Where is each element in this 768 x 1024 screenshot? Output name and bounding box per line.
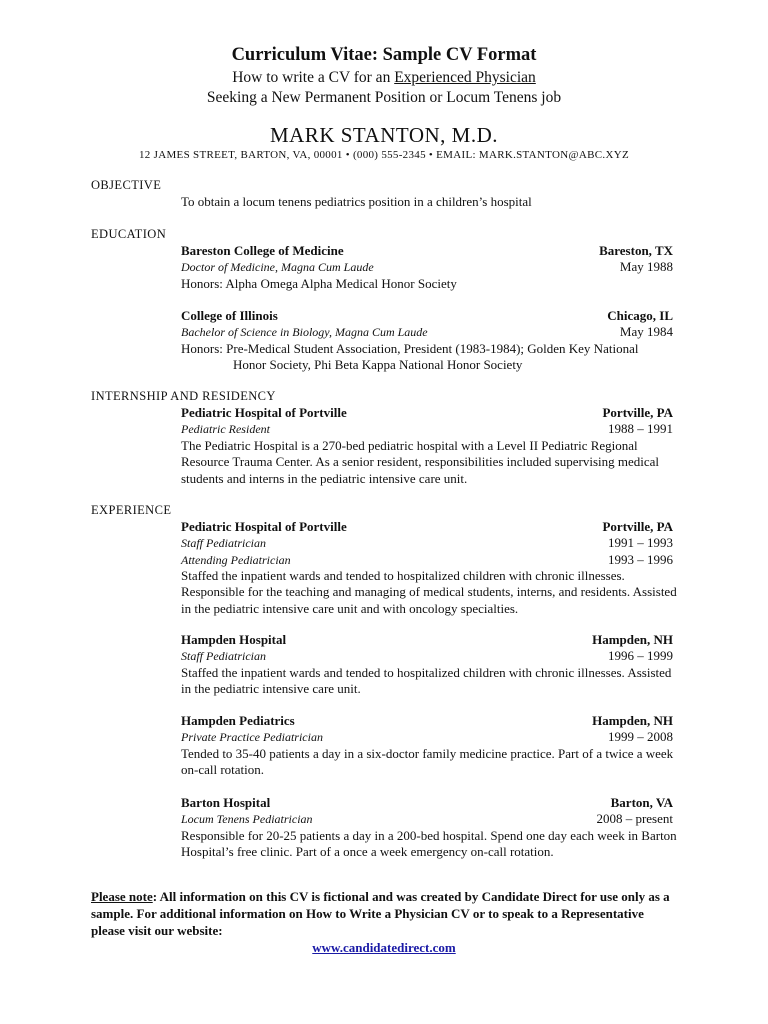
role-row [181,729,673,745]
employer-name: Barton Hospital [181,795,271,810]
degree-row [181,324,673,340]
school-name: Bareston College of Medicine [181,243,344,258]
section-heading-experience: EXPERIENCE [91,503,172,517]
school-location: Chicago, IL [607,308,673,323]
subtitle-line-2: Seeking a New Permanent Position or Locum Tenens job [206,89,562,106]
experience-description: Responsible for 20-25 patients a day in a 200-bed hospital. Spend one day each week in Barton Hospital’s free clinic. Part of a once a week emergency on-call rotation. [181,828,677,860]
document-title: Curriculum Vitae: Sample CV Format [231,45,537,65]
role: Pediatric Resident [181,422,270,437]
note-text: : All information on this CV is fictional and was created by Candidate Direct for use only as a sample. For additional information on How to Write a Physician CV or to speak to a Representative please visit our website: [91,889,670,938]
objective-text: To obtain a locum tenens pediatrics position in a children’s hospital [181,194,532,209]
residency-description: The Pediatric Hospital is a 270-bed pediatric hospital with a Level II Pediatric Regional Resource Trauma Center. As a senior resident, responsibilities included supervising medical students and interns in the pediatric intensive care unit. [181,438,660,486]
experience-entry [181,713,673,746]
degree: Doctor of Medicine, Magna Cum Laude [181,260,374,275]
dates: 1996 – 1999 [608,648,673,664]
employer-location: Hampden, NH [592,713,673,728]
entry-header-row [181,405,673,421]
website-link[interactable]: www.candidatedirect.com [312,940,456,955]
education-entry [181,243,673,292]
role-row [181,811,673,827]
entry-header-row [181,713,673,729]
honors: Honors: Pre-Medical Student Association, President (1983-1984); Golden Key National Honor Society, Phi Beta Kappa National Honor Society [181,340,639,373]
role-row [181,552,673,568]
subtitle-text: How to write a CV for an [232,69,395,86]
education-entry [181,308,673,374]
employer-name: Hampden Hospital [181,632,287,647]
role: Staff Pediatrician [181,536,266,551]
role: Attending Pediatrician [181,552,291,567]
role-row [181,648,673,664]
role: Staff Pediatrician [181,649,266,664]
employer-name: Pediatric Hospital of Portville [181,519,347,534]
school-name: College of Illinois [181,308,278,323]
subtitle-underlined-phrase: Experienced Physician [394,69,536,86]
graduation-date: May 1984 [619,324,673,340]
honors: Honors: Alpha Omega Alpha Medical Honor Society [181,275,457,291]
residency-entry [181,405,673,438]
candidate-name: MARK STANTON, M.D. [269,123,499,147]
dates: 2008 – present [596,811,673,827]
role-row [181,421,673,437]
hospital-name: Pediatric Hospital of Portville [181,405,347,420]
graduation-date: May 1988 [619,259,673,275]
experience-description: Tended to 35-40 patients a day in a six-doctor family medicine practice. Part of a twice a week on-call rotation. [181,746,674,778]
note-label: Please note [91,889,153,904]
entry-header-row [181,519,673,535]
entry-header-row [181,795,673,811]
experience-description: Staffed the inpatient wards and tended to hospitalized children with chronic illnesses. Assisted in the pediatric intensive care unit. [181,665,672,697]
employer-location: Portville, PA [602,519,673,534]
experience-entry [181,632,673,665]
experience-description: Staffed the inpatient wards and tended to hospitalized children with chronic illnesses. Responsible for the teaching and managing of medical students, interns, and residents. Assisted in the pediatric intensive care unit and with oncology specialties. [181,568,677,616]
disclaimer-note [91,888,681,939]
employer-location: Hampden, NH [592,632,673,647]
subtitle-line-1 [0,68,768,87]
school-location: Bareston, TX [599,243,673,258]
section-heading-internship: INTERNSHIP AND RESIDENCY [91,389,276,403]
dates: 1993 – 1996 [608,551,673,567]
employer-location: Barton, VA [610,795,673,810]
experience-entry [181,519,673,568]
section-heading-objective: OBJECTIVE [91,178,162,192]
degree-row [181,259,673,275]
role: Private Practice Pediatrician [181,730,323,745]
section-heading-education: EDUCATION [91,227,167,241]
entry-header-row [181,308,673,324]
dates: 1999 – 2008 [608,729,673,745]
dates: 1991 – 1993 [608,535,673,551]
role-row [181,535,673,551]
experience-entry [181,795,673,828]
dates: 1988 – 1991 [608,421,673,437]
hospital-location: Portville, PA [602,405,673,420]
employer-name: Hampden Pediatrics [181,713,295,728]
entry-header-row [181,243,673,259]
website-link-row [0,940,768,956]
degree: Bachelor of Science in Biology, Magna Cum Laude [181,325,428,340]
entry-header-row [181,632,673,648]
contact-line: 12 JAMES STREET, BARTON, VA, 00001 • (000) 555-2345 • EMAIL: MARK.STANTON@ABC.XYZ [139,149,629,161]
role: Locum Tenens Pediatrician [181,812,313,827]
